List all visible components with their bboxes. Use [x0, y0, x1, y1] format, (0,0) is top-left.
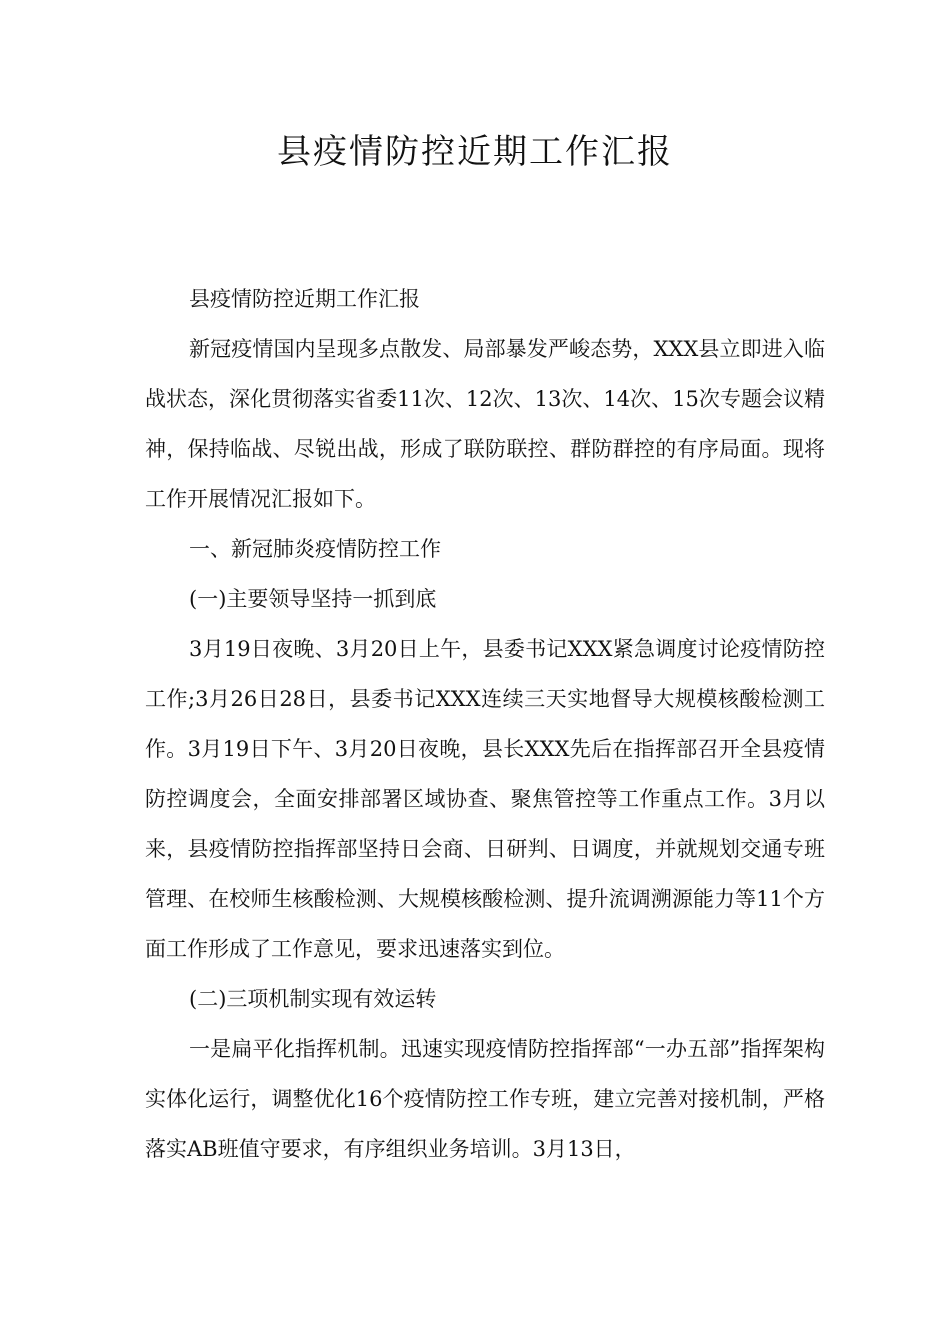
paragraph-intro: 新冠疫情国内呈现多点散发、局部暴发严峻态势，XXX县立即进入临战状态，深化贯彻落实省委11次、12次、13次、14次、15次专题会议精神，保持临战、尽锐出战，形成了联防联控、群防群控的有序局面。现将工作开展情况汇报如下。 — [145, 337, 825, 511]
document-body — [145, 274, 825, 1174]
subsection-heading-1: (一)主要领导坚持一抓到底 — [189, 587, 437, 611]
paragraph-mechanism: 一是扁平化指挥机制。迅速实现疫情防控指挥部“一办五部”指挥架构实体化运行，调整优化16个疫情防控工作专班，建立完善对接机制，严格落实AB班值守要求，有序组织业务培训。3月13日， — [145, 1037, 825, 1161]
subsection-heading-2: (二)三项机制实现有效运转 — [189, 987, 437, 1011]
document-title: 县疫情防控近期工作汇报 — [277, 132, 673, 172]
paragraph-heading-repeat: 县疫情防控近期工作汇报 — [189, 287, 420, 311]
paragraph-leadership: 3月19日夜晚、3月20日上午，县委书记XXX紧急调度讨论疫情防控工作;3月26日28日，县委书记XXX连续三天实地督导大规模核酸检测工作。3月19日下午、3月20日夜晚，县长XXX先后在指挥部召开全县疫情防控调度会，全面安排部署区域协查、聚焦管控等工作重点工作。3月以来，县疫情防控指挥部坚持日会商、日研判、日调度，并就规划交通专班管理、在校师生核酸检测、大规模核酸检测、提升流调溯源能力等11个方面工作形成了工作意见，要求迅速落实到位。 — [145, 637, 825, 961]
section-heading-1: 一、新冠肺炎疫情防控工作 — [189, 537, 441, 561]
